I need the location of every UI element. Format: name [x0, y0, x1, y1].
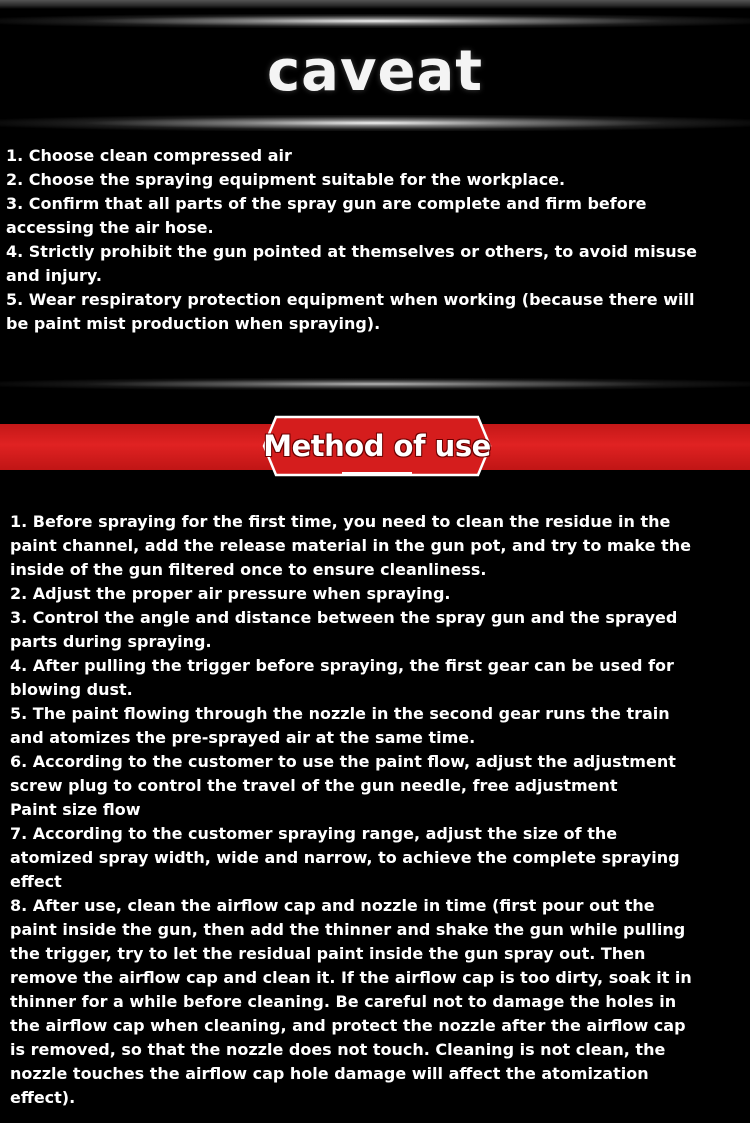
- method-line: blowing dust.: [10, 680, 133, 699]
- caveat-line: 5. Wear respiratory protection equipment when working (because there will: [6, 290, 695, 309]
- caveat-line: 2. Choose the spraying equipment suitable for the workplace.: [6, 170, 566, 189]
- method-list: [10, 510, 692, 1110]
- method-line: remove the airflow cap and clean it. If the airflow cap is too dirty, soak it in: [10, 968, 692, 987]
- method-line: effect: [10, 872, 62, 891]
- method-line: 7. According to the customer spraying range, adjust the size of the: [10, 824, 618, 843]
- method-line: 1. Before spraying for the first time, you need to clean the residue in the: [10, 512, 671, 531]
- method-line: Paint size flow: [10, 800, 141, 819]
- method-line: 5. The paint flowing through the nozzle in the second gear runs the train: [10, 704, 670, 723]
- caveat-title: caveat: [266, 39, 484, 104]
- method-line: atomized spray width, wide and narrow, to achieve the complete spraying: [10, 848, 680, 867]
- method-line: is removed, so that the nozzle does not touch. Cleaning is not clean, the: [10, 1040, 666, 1059]
- light-streak-top: [0, 14, 750, 28]
- caveat-line: be paint mist production when spraying).: [6, 314, 381, 333]
- light-streak-lower: [0, 378, 750, 390]
- method-line: 4. After pulling the trigger before spraying, the first gear can be used for: [10, 656, 674, 675]
- method-line: screw plug to control the travel of the gun needle, free adjustment: [10, 776, 618, 795]
- caveat-line: 3. Confirm that all parts of the spray gun are complete and firm before: [6, 194, 647, 213]
- method-line: the trigger, try to let the residual paint inside the gun spray out. Then: [10, 944, 646, 963]
- method-line: nozzle touches the airflow cap hole damage will affect the atomization: [10, 1064, 649, 1083]
- method-line: 8. After use, clean the airflow cap and nozzle in time (first pour out the: [10, 896, 655, 915]
- caveat-line: 1. Choose clean compressed air: [6, 146, 292, 165]
- light-streak-middle: [0, 115, 750, 131]
- method-line: the airflow cap when cleaning, and protect the nozzle after the airflow cap: [10, 1016, 686, 1035]
- method-line: 3. Control the angle and distance between the spray gun and the sprayed: [10, 608, 678, 627]
- method-line: 6. According to the customer to use the paint flow, adjust the adjustment: [10, 752, 676, 771]
- method-line: effect).: [10, 1088, 76, 1107]
- caveat-line: accessing the air hose.: [6, 218, 214, 237]
- caveat-line: 4. Strictly prohibit the gun pointed at themselves or others, to avoid misuse: [6, 242, 698, 261]
- caveat-list: [6, 144, 697, 336]
- method-title: Method of use: [263, 429, 491, 463]
- method-line: inside of the gun filtered once to ensure cleanliness.: [10, 560, 487, 579]
- method-line: and atomizes the pre-sprayed air at the same time.: [10, 728, 476, 747]
- method-line: 2. Adjust the proper air pressure when spraying.: [10, 584, 451, 603]
- method-line: paint inside the gun, then add the thinner and shake the gun while pulling: [10, 920, 686, 939]
- caveat-line: and injury.: [6, 266, 102, 285]
- method-line: thinner for a while before cleaning. Be careful not to damage the holes in: [10, 992, 677, 1011]
- method-line: paint channel, add the release material in the gun pot, and try to make the: [10, 536, 691, 555]
- method-line: parts during spraying.: [10, 632, 212, 651]
- top-strip: [0, 0, 750, 9]
